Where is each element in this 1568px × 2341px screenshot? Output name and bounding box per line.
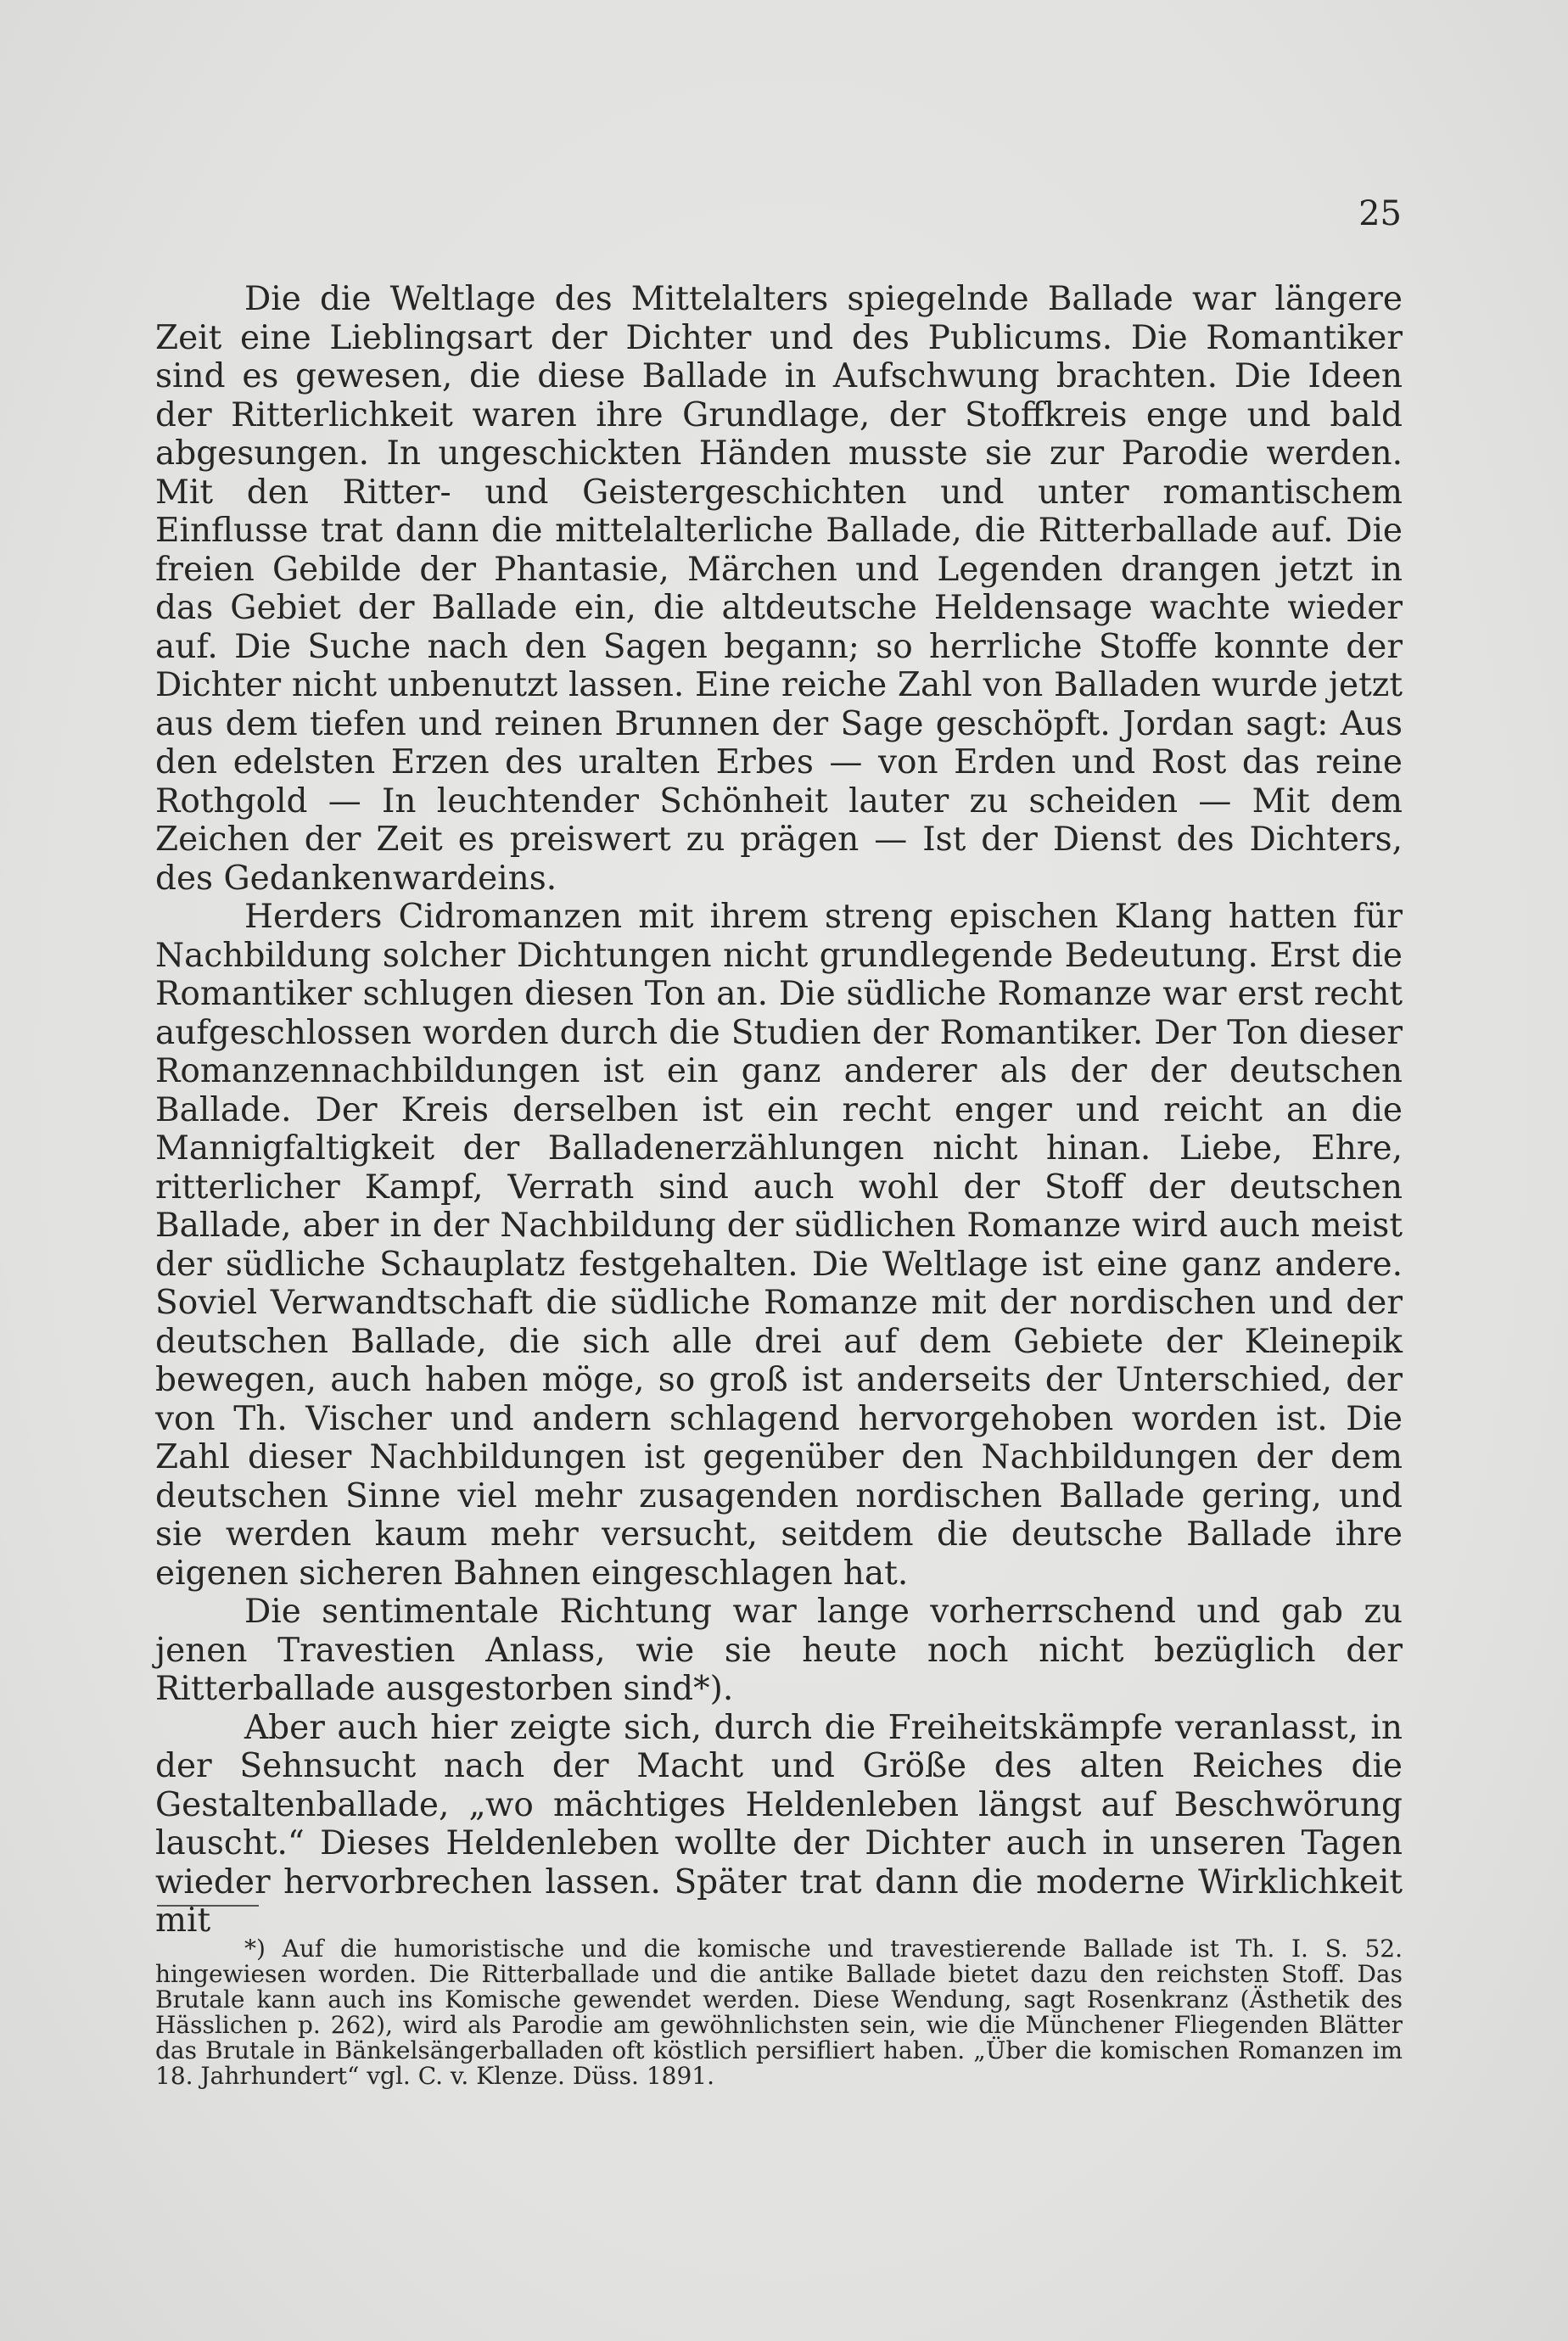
main-text [155,280,1403,1941]
footnote-divider [157,1905,259,1907]
paragraph-2: Herders Cidromanzen mit ihrem streng epischen Klang hatten für Nachbildung solcher Dichtungen nicht grundlegende Bedeutung. Erst die Romantiker schlugen diesen Ton an. Die südliche Romanze war erst recht aufgeschlossen worden durch die Studien der Romantiker. Der Ton dieser Romanzennachbildungen ist ein ganz anderer als der der deutschen Ballade. Der Kreis derselben ist ein recht enger und reicht an die Mannigfaltigkeit der Balladenerzählungen nicht hinan. Liebe, Ehre, ritterlicher Kampf, Verrath sind auch wohl der Stoff der deutschen Ballade, aber in der Nachbildung der südlichen Romanze wird auch meist der südliche Schauplatz festgehalten. Die Weltlage ist eine ganz andere. Soviel Verwandtschaft die südliche Romanze mit der nordischen und der deutschen Ballade, die sich alle drei auf dem Gebiete der Kleinepik bewegen, auch haben möge, so groß ist anderseits der Unterschied, der von Th. Vischer und andern schlagend hervorgehoben worden ist. Die Zahl dieser Nachbildungen ist gegenüber den Nachbildungen der dem deutschen Sinne viel mehr zusagenden nordischen Ballade gering, und sie werden kaum mehr versucht, seitdem die deutsche Ballade ihre eigenen sicheren Bahnen eingeschlagen hat. [155,898,1403,1593]
footnote: *) Auf die humoristische und die komische und travestierende Ballade ist Th. I. S. 52. hingewiesen worden. Die Ritterballade und die antike Ballade bietet dazu den reichsten Stoff. Das Brutale kann auch ins Komische gewendet werden. Diese Wendung, sagt Rosenkranz (Ästhetik des Hässlichen p. 262), wird als Parodie am gewöhnlichsten sein, wie die Münchener Fliegenden Blätter das Brutale in Bänkelsängerballaden oft köstlich persifliert haben. „Über die komischen Romanzen im 18. Jahrhundert“ vgl. C. v. Klenze. Düss. 1891. [155,1935,1403,2090]
paragraph-4: Aber auch hier zeigte sich, durch die Freiheitskämpfe veranlasst, in der Sehnsucht nach der Macht und Größe des alten Reiches die Gestaltenballade, „wo mächtiges Heldenleben längst auf Beschwörung lauscht.“ Dieses Heldenleben wollte der Dichter auch in unseren Tagen wieder hervorbrechen lassen. Später trat dann die moderne Wirklichkeit mit [155,1708,1403,1940]
paragraph-3: Die sentimentale Richtung war lange vorherrschend und gab zu jenen Travestien Anlass, wie sie heute noch nicht bezüglich der Ritterballade ausgestorben sind*). [155,1593,1403,1708]
page-number: 25 [1358,194,1402,233]
paragraph-1: Die die Weltlage des Mittelalters spiegelnde Ballade war längere Zeit eine Lieblingsart der Dichter und des Publicums. Die Romantiker sind es gewesen, die diese Ballade in Aufschwung brachten. Die Ideen der Ritterlichkeit waren ihre Grundlage, der Stoffkreis enge und bald abgesungen. In ungeschickten Händen musste sie zur Parodie werden. Mit den Ritter- und Geistergeschichten und unter romantischem Einflusse trat dann die mittelalterliche Ballade, die Ritterballade auf. Die freien Gebilde der Phantasie, Märchen und Legenden drangen jetzt in das Gebiet der Ballade ein, die altdeutsche Heldensage wachte wieder auf. Die Suche nach den Sagen begann; so herrliche Stoffe konnte der Dichter nicht unbenutzt lassen. Eine reiche Zahl von Balladen wurde jetzt aus dem tiefen und reinen Brunnen der Sage geschöpft. Jordan sagt: Aus den edelsten Erzen des uralten Erbes — von Erden und Rost das reine Rothgold — In leuchtender Schönheit lauter zu scheiden — Mit dem Zeichen der Zeit es preiswert zu prägen — Ist der Dienst des Dichters, des Gedankenwardeins. [155,280,1403,898]
